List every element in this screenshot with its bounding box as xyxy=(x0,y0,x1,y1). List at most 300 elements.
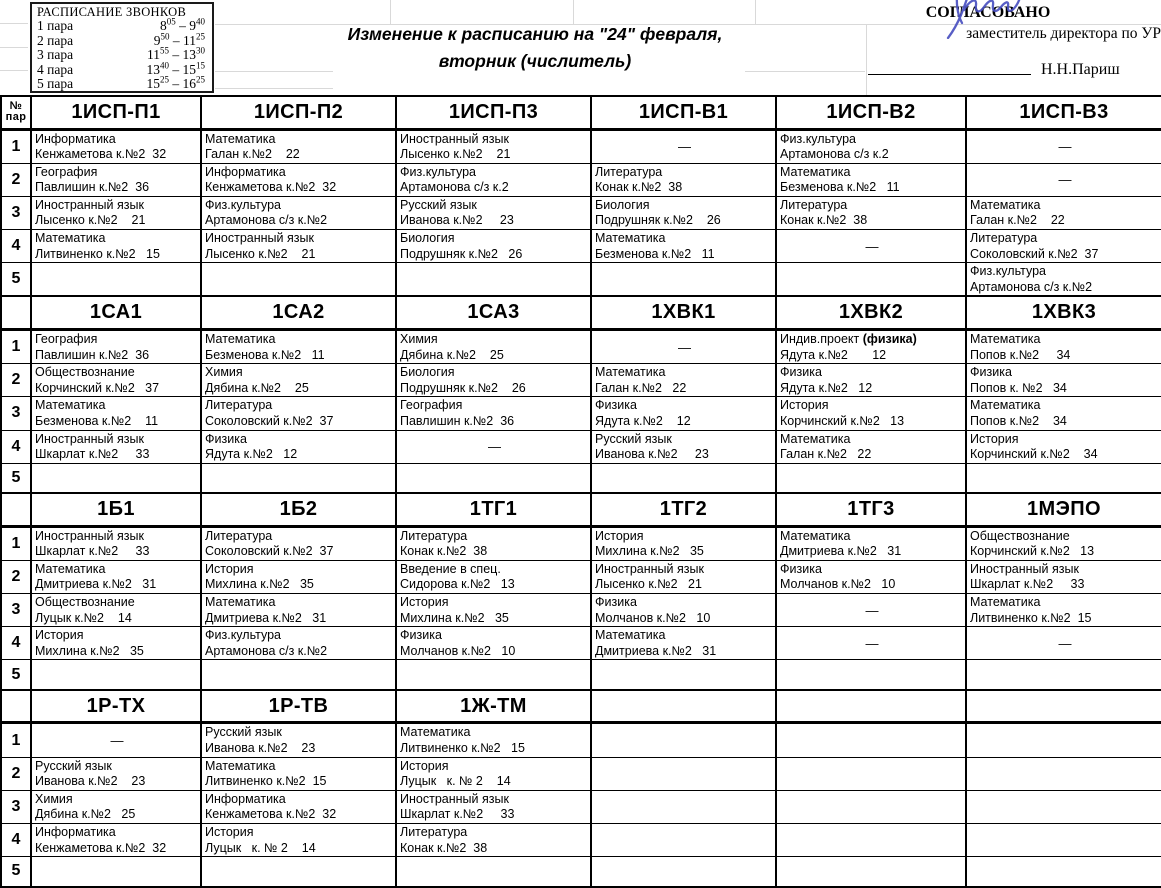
lesson-teacher: Кенжаметова к.№2 32 xyxy=(205,807,337,822)
lesson-teacher: Соколовский к.№2 37 xyxy=(205,544,334,559)
no-lesson-dash: — xyxy=(865,238,879,254)
lesson-teacher: Подрушняк к.№2 26 xyxy=(400,380,526,395)
lesson-teacher: Галан к.№2 22 xyxy=(780,447,872,462)
lesson-subject: Иностранный язык xyxy=(35,528,144,543)
group-header: 1Р-ТХ xyxy=(31,690,201,723)
lesson-cell xyxy=(201,230,396,263)
bell-row-time: $13^{40} - 15^{15}$ xyxy=(146,60,205,77)
pair-number: 1 xyxy=(1,129,31,163)
bell-schedule-title: РАСПИСАНИЕ ЗВОНКОВ xyxy=(37,5,187,19)
lesson-teacher: Луцык к.№2 14 xyxy=(35,610,132,625)
lesson-subject: История xyxy=(595,528,644,543)
lesson-cell xyxy=(591,790,776,823)
page-header xyxy=(0,0,1161,95)
pair-number: 5 xyxy=(1,463,31,493)
lesson-teacher: Артамонова с/з к.2 xyxy=(780,147,889,162)
lesson-teacher: Литвиненко к.№2 15 xyxy=(35,246,160,261)
lesson-teacher: Павлишин к.№2 36 xyxy=(35,180,150,195)
lesson-cell xyxy=(591,660,776,690)
lesson-subject: Математика xyxy=(780,528,851,543)
lesson-cell xyxy=(31,230,201,263)
lesson-subject: Математика xyxy=(780,164,851,179)
bell-row-time: $11^{55} - 13^{30}$ xyxy=(147,45,205,63)
lesson-subject: Литература xyxy=(400,528,468,543)
lesson-teacher: Ядута к.№2 12 xyxy=(780,347,887,362)
lesson-cell xyxy=(776,723,966,757)
lesson-subject: Математика xyxy=(400,725,471,740)
lesson-cell xyxy=(396,757,591,790)
lesson-cell xyxy=(776,463,966,493)
group-header: 1ТГ2 xyxy=(591,493,776,526)
lesson-cell xyxy=(591,364,776,397)
lesson-teacher: Молчанов к.№2 10 xyxy=(780,577,896,592)
no-lesson-dash: — xyxy=(678,139,691,155)
no-lesson-dash: — xyxy=(488,439,501,455)
lesson-teacher: Безменова к.№2 11 xyxy=(780,180,900,195)
approval-name: Н.Н.Париш xyxy=(1041,61,1120,78)
lesson-teacher: Лысенко к.№2 21 xyxy=(595,577,702,592)
lesson-cell xyxy=(396,129,591,163)
lesson-cell xyxy=(966,463,1161,493)
pair-number: 3 xyxy=(1,196,31,229)
lesson-subject: Физика xyxy=(400,628,442,643)
lesson-cell xyxy=(31,757,201,790)
lesson-teacher: Молчанов к.№2 10 xyxy=(400,643,516,658)
lesson-subject: Математика xyxy=(205,131,276,146)
lesson-teacher: Соколовский к.№2 37 xyxy=(970,246,1099,261)
lesson-subject: Математика xyxy=(205,758,276,773)
lesson-subject: История xyxy=(970,431,1019,446)
group-header: 1СА3 xyxy=(396,296,591,329)
lesson-teacher: Попов к.№2 34 xyxy=(970,413,1067,428)
group-header: 1ИСП-В2 xyxy=(776,96,966,129)
lesson-teacher: Конак к.№2 38 xyxy=(780,213,868,228)
group-header: 1СА1 xyxy=(31,296,201,329)
approval-subtitle: заместитель директора по УР xyxy=(966,25,1161,42)
group-header: 1СА2 xyxy=(201,296,396,329)
lesson-teacher: Подрушняк к.№2 26 xyxy=(400,246,523,261)
lesson-teacher: Шкарлат к.№2 33 xyxy=(970,577,1085,592)
lesson-cell xyxy=(31,824,201,857)
lesson-cell xyxy=(201,329,396,363)
lesson-subject: Обществознание xyxy=(970,528,1070,543)
bell-row-label: 2 пара xyxy=(37,32,74,48)
lesson-cell xyxy=(31,329,201,363)
lesson-cell xyxy=(591,757,776,790)
lesson-cell xyxy=(966,660,1161,690)
lesson-teacher: Соколовский к.№2 37 xyxy=(205,413,334,428)
lesson-subject: Русский язык xyxy=(205,725,282,740)
lesson-cell xyxy=(31,430,201,463)
lesson-subject: Иностранный язык xyxy=(35,197,144,212)
lesson-teacher: Безменова к.№2 11 xyxy=(35,413,159,428)
lesson-teacher: Ядута к.№2 12 xyxy=(780,380,873,395)
bell-row xyxy=(37,16,207,34)
lesson-teacher: Галан к.№2 22 xyxy=(205,147,300,162)
lesson-subject: Иностранный язык xyxy=(595,561,704,576)
lesson-subject: Иностранный язык xyxy=(400,131,509,146)
lesson-teacher: Луцык к. № 2 14 xyxy=(400,774,511,789)
lesson-subject: Химия xyxy=(205,365,243,380)
pair-col-header-empty xyxy=(1,493,31,526)
lesson-teacher: Михлина к.№2 35 xyxy=(205,577,314,592)
lesson-cell xyxy=(201,627,396,660)
lesson-subject: Физика xyxy=(205,431,247,446)
lesson-cell xyxy=(966,230,1161,263)
group-header: 1ХВК3 xyxy=(966,296,1161,329)
lesson-subject: География xyxy=(35,164,98,179)
lesson-subject: Индив.проект (физика) xyxy=(780,331,917,346)
lesson-teacher: Конак к.№2 38 xyxy=(595,180,683,195)
pair-number: 3 xyxy=(1,594,31,627)
lesson-cell xyxy=(31,526,201,560)
lesson-cell xyxy=(966,129,1161,163)
lesson-cell xyxy=(396,430,591,463)
lesson-teacher: Кенжаметова к.№2 32 xyxy=(35,147,167,162)
lesson-cell xyxy=(201,163,396,196)
lesson-teacher: Шкарлат к.№2 33 xyxy=(35,544,150,559)
lesson-cell xyxy=(396,364,591,397)
pair-number: 5 xyxy=(1,660,31,690)
group-header: 1Ж-ТМ xyxy=(396,690,591,723)
lesson-cell xyxy=(776,397,966,430)
approval-block xyxy=(868,3,1161,79)
lesson-cell xyxy=(201,430,396,463)
lesson-subject: Литература xyxy=(595,164,663,179)
lesson-subject: Литература xyxy=(970,231,1038,246)
lesson-cell xyxy=(201,660,396,690)
pair-number: 2 xyxy=(1,757,31,790)
lesson-subject: Биология xyxy=(595,197,650,212)
lesson-teacher: Артамонова с/з к.№2 xyxy=(205,643,328,658)
pair-number: 1 xyxy=(1,526,31,560)
lesson-cell xyxy=(591,594,776,627)
lesson-subject: История xyxy=(205,561,254,576)
lesson-cell xyxy=(396,790,591,823)
lesson-cell xyxy=(966,196,1161,229)
lesson-teacher: Ядута к.№2 12 xyxy=(595,413,691,428)
lesson-teacher: Попов к. №2 34 xyxy=(970,380,1067,395)
lesson-subject: Математика xyxy=(970,595,1041,610)
lesson-cell xyxy=(591,129,776,163)
no-lesson-dash: — xyxy=(1058,636,1072,652)
lesson-teacher: Михлина к.№2 35 xyxy=(595,544,704,559)
lesson-subject: Математика xyxy=(35,398,106,413)
lesson-cell xyxy=(396,824,591,857)
lesson-teacher: Попов к.№2 34 xyxy=(970,347,1071,362)
lesson-subject: Информатика xyxy=(205,791,286,806)
lesson-cell xyxy=(396,163,591,196)
top-gridline xyxy=(0,70,28,71)
lesson-teacher: Иванова к.№2 23 xyxy=(35,774,146,789)
lesson-subject: Химия xyxy=(400,331,438,346)
schedule-table xyxy=(0,95,1161,888)
lesson-subject: Введение в спец. xyxy=(400,561,501,576)
lesson-subject: Математика xyxy=(205,595,276,610)
lesson-cell xyxy=(31,723,201,757)
lesson-cell xyxy=(966,790,1161,823)
lesson-cell xyxy=(31,129,201,163)
lesson-cell xyxy=(591,263,776,297)
lesson-cell xyxy=(776,857,966,887)
lesson-subject: Физика xyxy=(970,365,1012,380)
lesson-teacher: Артамонова с/з к.2 xyxy=(400,180,509,195)
lesson-cell xyxy=(396,263,591,297)
lesson-cell xyxy=(31,560,201,593)
lesson-teacher: Молчанов к.№2 10 xyxy=(595,610,711,625)
lesson-teacher: Ядута к.№2 12 xyxy=(205,447,298,462)
pair-number: 1 xyxy=(1,329,31,363)
lesson-cell xyxy=(591,329,776,363)
no-lesson-dash: — xyxy=(865,636,879,652)
pair-col-header-empty xyxy=(1,296,31,329)
lesson-cell xyxy=(591,560,776,593)
lesson-cell xyxy=(776,526,966,560)
lesson-cell xyxy=(201,560,396,593)
lesson-cell xyxy=(966,263,1161,297)
bell-row-time: $8^{05} - 9^{40}$ xyxy=(160,16,205,33)
lesson-cell xyxy=(201,526,396,560)
lesson-teacher: Дмитриева к.№2 31 xyxy=(780,544,902,559)
lesson-subject: Математика xyxy=(780,431,851,446)
lesson-cell xyxy=(966,757,1161,790)
lesson-subject: География xyxy=(35,331,98,346)
lesson-subject: Математика xyxy=(595,628,666,643)
lesson-cell xyxy=(776,329,966,363)
lesson-cell xyxy=(31,790,201,823)
lesson-teacher: Безменова к.№2 11 xyxy=(595,246,715,261)
lesson-cell xyxy=(31,263,201,297)
lesson-teacher: Дябина к.№2 25 xyxy=(205,380,309,395)
lesson-subject: География xyxy=(400,398,463,413)
lesson-teacher: Дмитриева к.№2 31 xyxy=(595,643,717,658)
bell-row xyxy=(37,31,207,49)
lesson-cell xyxy=(31,163,201,196)
page-title xyxy=(235,21,835,75)
lesson-subject: Физ.культура xyxy=(400,164,476,179)
lesson-teacher: Лысенко к.№2 21 xyxy=(205,246,316,261)
top-gridline xyxy=(866,24,867,95)
group-header: 1Б2 xyxy=(201,493,396,526)
lesson-teacher: Артамонова с/з к.№2 xyxy=(970,279,1093,294)
lesson-cell xyxy=(966,857,1161,887)
lesson-cell xyxy=(776,560,966,593)
lesson-cell xyxy=(966,723,1161,757)
lesson-cell xyxy=(776,790,966,823)
lesson-cell xyxy=(776,263,966,297)
lesson-subject: Биология xyxy=(400,231,455,246)
lesson-subject: Химия xyxy=(35,791,73,806)
bell-row-label: 3 пара xyxy=(37,47,74,63)
no-lesson-dash: — xyxy=(678,339,691,355)
pair-number: 2 xyxy=(1,364,31,397)
lesson-cell xyxy=(966,594,1161,627)
group-header xyxy=(966,690,1161,723)
pair-number: 2 xyxy=(1,163,31,196)
lesson-cell xyxy=(591,430,776,463)
lesson-teacher: Корчинский к.№2 37 xyxy=(35,380,160,395)
lesson-teacher: Кенжаметова к.№2 32 xyxy=(205,180,337,195)
lesson-cell xyxy=(201,364,396,397)
lesson-teacher: Корчинский к.№2 34 xyxy=(970,447,1098,462)
lesson-cell xyxy=(776,627,966,660)
lesson-teacher: Сидорова к.№2 13 xyxy=(400,577,515,592)
lesson-cell xyxy=(201,790,396,823)
lesson-cell xyxy=(396,560,591,593)
lesson-cell xyxy=(396,463,591,493)
lesson-subject: Литература xyxy=(205,528,273,543)
lesson-subject: Математика xyxy=(595,231,666,246)
lesson-cell xyxy=(201,263,396,297)
group-header xyxy=(591,690,776,723)
pair-number: 2 xyxy=(1,560,31,593)
no-lesson-dash: — xyxy=(865,602,879,618)
lesson-subject: Обществознание xyxy=(35,595,135,610)
lesson-cell xyxy=(591,824,776,857)
lesson-teacher: Лысенко к.№2 21 xyxy=(35,213,146,228)
lesson-cell xyxy=(31,660,201,690)
lesson-cell xyxy=(201,196,396,229)
lesson-subject: Математика xyxy=(970,331,1041,346)
lesson-cell xyxy=(201,463,396,493)
lesson-cell xyxy=(776,129,966,163)
lesson-cell xyxy=(776,824,966,857)
lesson-teacher: Луцык к. № 2 14 xyxy=(205,840,316,855)
bell-row-label: 4 пара xyxy=(37,61,74,77)
lesson-subject: Математика xyxy=(595,365,666,380)
signature-scribble xyxy=(928,0,1048,39)
pair-number: 1 xyxy=(1,723,31,757)
lesson-cell xyxy=(591,463,776,493)
lesson-cell xyxy=(966,163,1161,196)
lesson-cell xyxy=(31,594,201,627)
group-header: 1ИСП-В1 xyxy=(591,96,776,129)
lesson-cell xyxy=(396,526,591,560)
lesson-teacher: Конак к.№2 38 xyxy=(400,840,488,855)
lesson-teacher: Иванова к.№2 23 xyxy=(595,447,709,462)
lesson-cell xyxy=(776,163,966,196)
lesson-cell xyxy=(31,196,201,229)
lesson-cell xyxy=(31,463,201,493)
lesson-subject: Иностранный язык xyxy=(35,431,144,446)
lesson-teacher: Безменова к.№2 11 xyxy=(205,347,325,362)
lesson-subject: Обществознание xyxy=(35,365,135,380)
lesson-cell xyxy=(591,526,776,560)
lesson-cell xyxy=(776,594,966,627)
group-header: 1ИСП-П3 xyxy=(396,96,591,129)
top-gridline xyxy=(0,47,28,48)
lesson-subject: Математика xyxy=(970,197,1041,212)
lesson-subject: Иностранный язык xyxy=(205,231,314,246)
lesson-teacher: Лысенко к.№2 21 xyxy=(400,147,511,162)
lesson-cell xyxy=(591,196,776,229)
group-header xyxy=(776,690,966,723)
group-header: 1ХВК2 xyxy=(776,296,966,329)
bell-row-label: 1 пара xyxy=(37,18,74,33)
lesson-teacher: Шкарлат к.№2 33 xyxy=(400,807,515,822)
lesson-teacher: Подрушняк к.№2 26 xyxy=(595,213,721,228)
bell-row xyxy=(37,45,207,63)
lesson-cell xyxy=(201,857,396,887)
lesson-teacher: Михлина к.№2 35 xyxy=(400,610,509,625)
lesson-cell xyxy=(966,430,1161,463)
lesson-teacher: Литвиненко к.№2 15 xyxy=(205,774,327,789)
group-header: 1ХВК1 xyxy=(591,296,776,329)
lesson-subject: Иностранный язык xyxy=(970,561,1079,576)
lesson-subject: Литература xyxy=(205,398,273,413)
lesson-cell xyxy=(966,560,1161,593)
lesson-teacher: Артамонова с/з к.№2 xyxy=(205,213,328,228)
lesson-teacher: Дмитриева к.№2 31 xyxy=(35,577,157,592)
bell-row-time: $9^{50} - 11^{25}$ xyxy=(153,31,205,48)
pair-number: 5 xyxy=(1,263,31,297)
pair-col-header-empty xyxy=(1,690,31,723)
lesson-teacher: Дябина к.№2 25 xyxy=(400,347,504,362)
group-header: 1ИСП-П1 xyxy=(31,96,201,129)
lesson-cell xyxy=(396,857,591,887)
lesson-subject: Литература xyxy=(780,197,848,212)
bell-schedule xyxy=(30,2,214,93)
bell-row xyxy=(37,74,207,92)
lesson-cell xyxy=(776,660,966,690)
lesson-cell xyxy=(966,364,1161,397)
group-header: 1ТГ3 xyxy=(776,493,966,526)
lesson-cell xyxy=(31,857,201,887)
pair-number: 4 xyxy=(1,824,31,857)
top-gridline xyxy=(0,23,28,24)
lesson-subject: Физика xyxy=(595,398,637,413)
lesson-teacher: Шкарлат к.№2 33 xyxy=(35,447,150,462)
lesson-subject: Иностранный язык xyxy=(400,791,509,806)
lesson-teacher: Конак к.№2 38 xyxy=(400,544,488,559)
lesson-subject: Русский язык xyxy=(35,758,112,773)
lesson-cell xyxy=(201,723,396,757)
lesson-subject: Русский язык xyxy=(400,197,477,212)
pair-number: 4 xyxy=(1,627,31,660)
lesson-cell xyxy=(966,627,1161,660)
lesson-subject: Русский язык xyxy=(595,431,672,446)
lesson-cell xyxy=(776,757,966,790)
lesson-cell xyxy=(396,196,591,229)
lesson-subject: Математика xyxy=(35,561,106,576)
lesson-cell xyxy=(966,329,1161,363)
lesson-cell xyxy=(201,824,396,857)
lesson-teacher: Михлина к.№2 35 xyxy=(35,643,144,658)
lesson-teacher: Дябина к.№2 25 xyxy=(35,807,136,822)
lesson-teacher: Кенжаметова к.№2 32 xyxy=(35,840,167,855)
lesson-cell xyxy=(591,857,776,887)
lesson-cell xyxy=(31,364,201,397)
lesson-subject: Физ.культура xyxy=(780,131,856,146)
no-lesson-dash: — xyxy=(1058,172,1072,188)
lesson-cell xyxy=(396,594,591,627)
pair-number: 3 xyxy=(1,790,31,823)
lesson-cell xyxy=(591,397,776,430)
lesson-cell xyxy=(31,627,201,660)
lesson-subject: Физика xyxy=(595,595,637,610)
lesson-subject: История xyxy=(400,758,449,773)
lesson-cell xyxy=(396,627,591,660)
bell-row-time: $15^{25} - 16^{25}$ xyxy=(146,74,205,92)
lesson-teacher: Галан к.№2 22 xyxy=(595,380,687,395)
lesson-teacher: Иванова к.№2 23 xyxy=(205,741,316,756)
lesson-cell xyxy=(591,627,776,660)
lesson-cell xyxy=(966,824,1161,857)
lesson-subject: Физ.культура xyxy=(205,628,281,643)
group-header: 1ИСП-В3 xyxy=(966,96,1161,129)
approval-title: СОГЛАСОВАНО xyxy=(925,4,1051,21)
lesson-teacher: Павлишин к.№2 36 xyxy=(400,413,515,428)
